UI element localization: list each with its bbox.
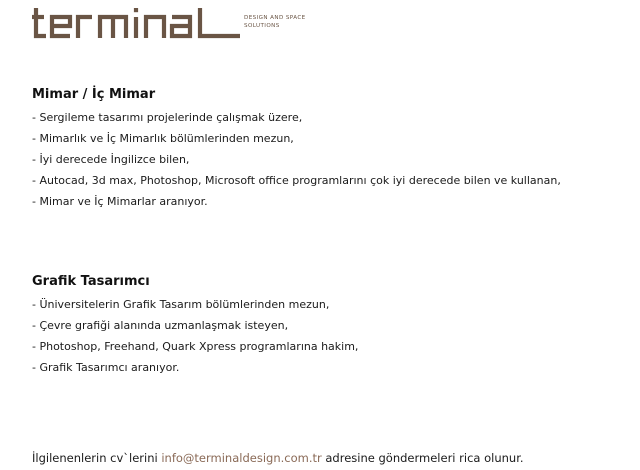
- list-item: - Grafik Tasarımcı aranıyor.: [32, 361, 180, 374]
- tagline-line-1: DESIGN AND SPACE: [244, 15, 306, 21]
- list-item: - Mimar ve İç Mimarlar aranıyor.: [32, 195, 208, 208]
- job-title-graphic-designer: Grafik Tasarımcı: [32, 274, 150, 289]
- list-item: - Autocad, 3d max, Photoshop, Microsoft office programlarını çok iyi derecede bilen ve kullanan,: [32, 174, 561, 187]
- list-item: - Çevre grafiği alanında uzmanlaşmak isteyen,: [32, 319, 289, 332]
- list-item: - Photoshop, Freehand, Quark Xpress programlarına hakim,: [32, 340, 359, 353]
- brand-logo[interactable]: [32, 6, 314, 40]
- footer-suffix: adresine göndermeleri rica olunur.: [321, 451, 524, 465]
- terminal-logo-wordmark: [32, 6, 240, 40]
- job-requirements-list: [32, 112, 561, 208]
- list-item: - Üniversitelerin Grafik Tasarım bölümlerinden mezun,: [32, 298, 330, 311]
- list-item: - Mimarlık ve İç Mimarlık bölümlerinden mezun,: [32, 132, 294, 145]
- list-item: - Sergileme tasarımı projelerinde çalışmak üzere,: [32, 111, 303, 124]
- job-section-architect: [32, 87, 561, 217]
- footer-prefix: İlgilenenlerin cv`lerini: [32, 451, 162, 465]
- job-requirements-list: [32, 299, 358, 374]
- tagline-line-2: SOLUTIONS: [244, 22, 280, 29]
- job-title-architect: Mimar / İç Mimar: [32, 87, 156, 102]
- contact-footer: [32, 451, 524, 465]
- list-item: - İyi derecede İngilizce bilen,: [32, 153, 190, 166]
- job-section-graphic-designer: [32, 274, 358, 383]
- contact-email-link[interactable]: info@terminaldesign.com.tr: [161, 451, 322, 465]
- brand-tagline: [244, 15, 314, 30]
